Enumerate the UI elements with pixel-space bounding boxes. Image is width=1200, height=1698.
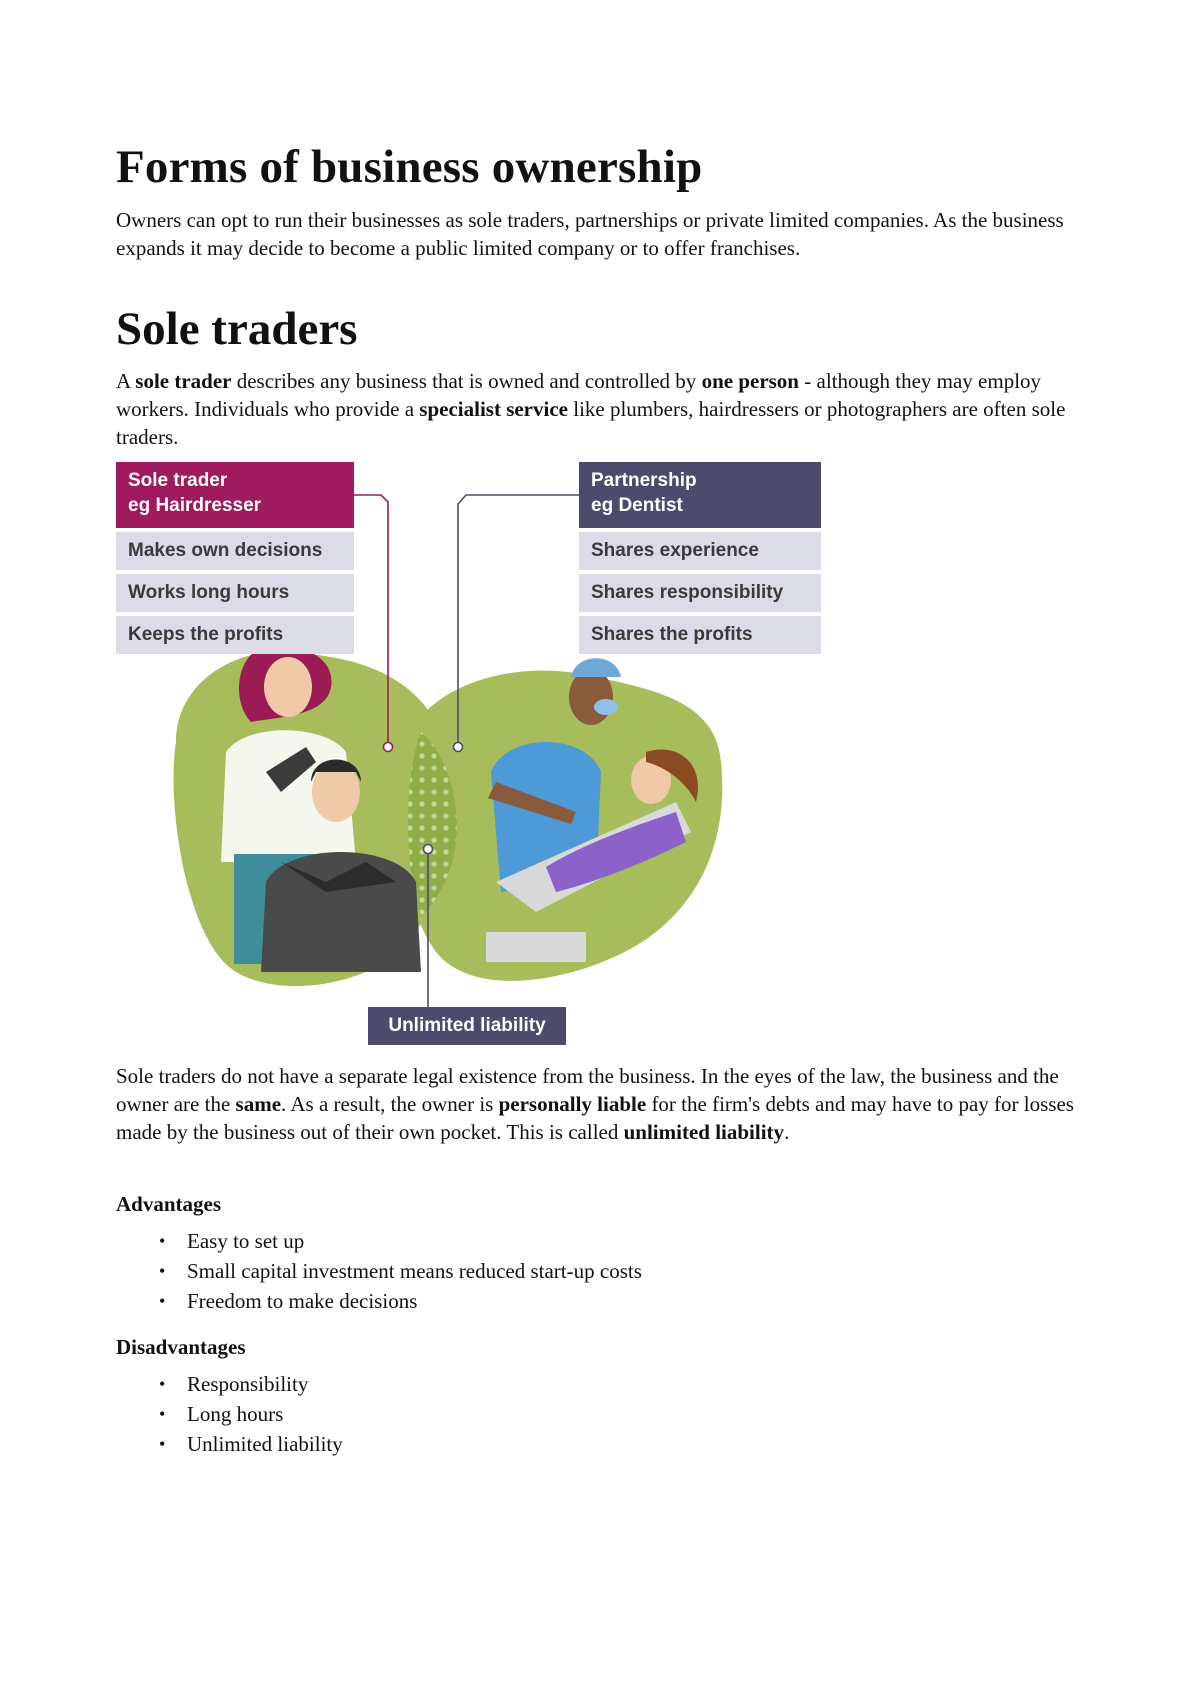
term-specialist-service: specialist service <box>419 397 568 421</box>
term-personally-liable: personally liable <box>498 1092 647 1116</box>
disadvantages-list <box>159 1369 343 1459</box>
sole-trader-header-line2: eg Hairdresser <box>128 495 262 516</box>
liability-paragraph: Sole traders do not have a separate legal existence from the business. In the eyes of the law, the business and the owner are the same. As a result, the owner is personally liable for the firm's debts and may have to pay for losses made by the business out of their own pocket. This is called unlimited liability. <box>116 1064 1074 1144</box>
ownership-infographic <box>116 462 836 1042</box>
term-unlimited-liability: unlimited liability <box>623 1120 785 1144</box>
term-one-person: one person <box>701 369 799 393</box>
sole-trader-header-line1: Sole trader <box>128 470 228 491</box>
sole-trader-item: Makes own decisions <box>116 532 354 570</box>
term-same: same <box>235 1092 282 1116</box>
list-item: • Freedom to make decisions <box>159 1286 642 1316</box>
list-item: • Unlimited liability <box>159 1429 343 1459</box>
list-item: • Small capital investment means reduced start-up costs <box>159 1256 642 1286</box>
partnership-item: Shares responsibility <box>579 574 821 612</box>
partnership-connector-dot <box>454 743 463 752</box>
partnership-item: Shares the profits <box>579 616 821 654</box>
unlimited-liability-label: Unlimited liability <box>368 1007 566 1045</box>
partnership-header <box>579 462 821 528</box>
advantages-heading: Advantages <box>116 1192 222 1216</box>
partnership-item: Shares experience <box>579 532 821 570</box>
liability-connector-dot <box>424 845 433 854</box>
sole-trader-header <box>116 462 354 528</box>
section-title: Sole traders <box>116 303 358 355</box>
partnership-header-line1: Partnership <box>591 470 697 491</box>
partnership-header-line2: eg Dentist <box>591 495 683 516</box>
advantages-list <box>159 1226 642 1316</box>
disadvantages-heading: Disadvantages <box>116 1335 246 1359</box>
term-sole-trader: sole trader <box>135 369 232 393</box>
page-title: Forms of business ownership <box>116 141 703 193</box>
sole-trader-definition: A sole trader describes any business that is owned and controlled by one person - although they may employ workers. Individuals who provide a specialist service like plumbers, hairdressers or photographers are often sole traders. <box>116 369 1066 449</box>
list-item: • Easy to set up <box>159 1226 642 1256</box>
intro-paragraph: Owners can opt to run their businesses as sole traders, partnerships or private limited companies. As the business expands it may decide to become a public limited company or to offer franchises. <box>116 208 1064 260</box>
sole-trader-item: Works long hours <box>116 574 354 612</box>
sole-trader-item: Keeps the profits <box>116 616 354 654</box>
list-item: • Responsibility <box>159 1369 343 1399</box>
list-item: • Long hours <box>159 1399 343 1429</box>
sole-trader-connector-dot <box>384 743 393 752</box>
